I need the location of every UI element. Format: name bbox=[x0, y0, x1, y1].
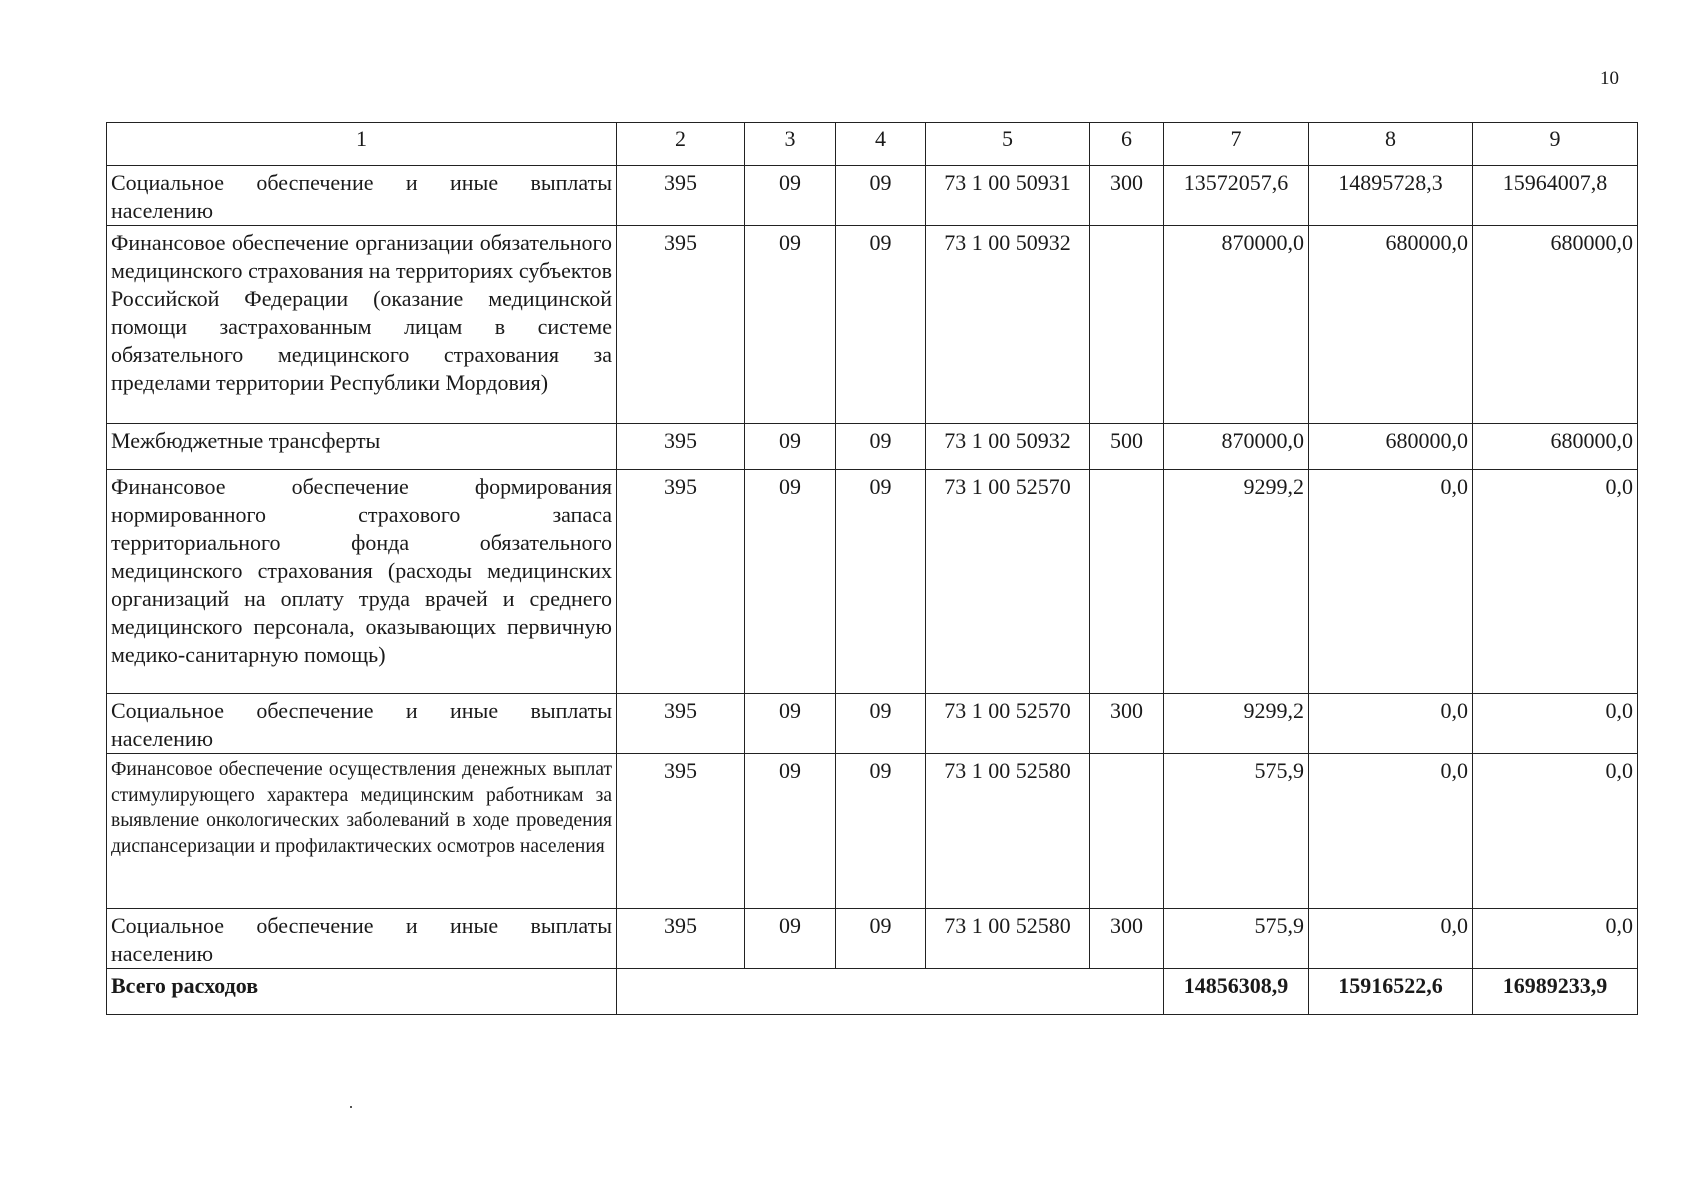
column-header: 8 bbox=[1309, 123, 1473, 166]
table-row bbox=[107, 470, 1638, 694]
page-number: 10 bbox=[1600, 68, 1619, 89]
cell-subsection: 09 bbox=[836, 694, 926, 754]
cell-expense-type: 300 bbox=[1090, 694, 1164, 754]
row-description: Социальное обеспечение и иные выплаты населению bbox=[107, 909, 617, 969]
cell-section: 09 bbox=[745, 424, 836, 470]
cell-subsection: 09 bbox=[836, 754, 926, 909]
cell-section: 09 bbox=[745, 909, 836, 969]
cell-amount-9: 680000,0 bbox=[1473, 424, 1638, 470]
cell-amount-7: 870000,0 bbox=[1164, 226, 1309, 424]
table-row bbox=[107, 226, 1638, 424]
cell-expense-type: 300 bbox=[1090, 909, 1164, 969]
cell-expense-type bbox=[1090, 470, 1164, 694]
cell-amount-8: 14895728,3 bbox=[1309, 166, 1473, 226]
budget-table bbox=[106, 122, 1638, 1015]
cell-subsection: 09 bbox=[836, 226, 926, 424]
table-header-row bbox=[107, 123, 1638, 166]
cell-code: 395 bbox=[617, 424, 745, 470]
cell-amount-9: 0,0 bbox=[1473, 754, 1638, 909]
cell-amount-7: 13572057,6 bbox=[1164, 166, 1309, 226]
cell-amount-8: 0,0 bbox=[1309, 754, 1473, 909]
table-row bbox=[107, 754, 1638, 909]
cell-amount-9: 15964007,8 bbox=[1473, 166, 1638, 226]
column-header: 3 bbox=[745, 123, 836, 166]
column-header: 6 bbox=[1090, 123, 1164, 166]
cell-amount-8: 0,0 bbox=[1309, 694, 1473, 754]
cell-section: 09 bbox=[745, 470, 836, 694]
cell-amount-7: 870000,0 bbox=[1164, 424, 1309, 470]
cell-amount-8: 0,0 bbox=[1309, 909, 1473, 969]
table-total-row bbox=[107, 969, 1638, 1015]
cell-code: 395 bbox=[617, 909, 745, 969]
cell-amount-9: 0,0 bbox=[1473, 470, 1638, 694]
cell-target-article: 73 1 00 52580 bbox=[926, 909, 1090, 969]
column-header: 1 bbox=[107, 123, 617, 166]
row-description: Межбюджетные трансферты bbox=[107, 424, 617, 470]
cell-expense-type bbox=[1090, 754, 1164, 909]
cell-code: 395 bbox=[617, 470, 745, 694]
cell-code: 395 bbox=[617, 694, 745, 754]
cell-subsection: 09 bbox=[836, 470, 926, 694]
cell-target-article: 73 1 00 52570 bbox=[926, 694, 1090, 754]
table-row bbox=[107, 424, 1638, 470]
cell-amount-7: 575,9 bbox=[1164, 909, 1309, 969]
cell-amount-7: 575,9 bbox=[1164, 754, 1309, 909]
cell-target-article: 73 1 00 50932 bbox=[926, 226, 1090, 424]
cell-section: 09 bbox=[745, 226, 836, 424]
total-empty-cell bbox=[617, 969, 1164, 1015]
cell-target-article: 73 1 00 52580 bbox=[926, 754, 1090, 909]
cell-amount-8: 0,0 bbox=[1309, 470, 1473, 694]
cell-section: 09 bbox=[745, 754, 836, 909]
cell-amount-8: 680000,0 bbox=[1309, 226, 1473, 424]
cell-amount-9: 0,0 bbox=[1473, 909, 1638, 969]
row-description: Финансовое обеспечение формирования нормированного страхового запаса территориального фонда обязательного медицинского страхования (расходы медицинских организаций на оплату труда врачей и среднего медицинского персонала, оказывающих первичную медико-санитарную помощь) bbox=[107, 470, 617, 694]
cell-subsection: 09 bbox=[836, 166, 926, 226]
cell-subsection: 09 bbox=[836, 424, 926, 470]
cell-amount-9: 680000,0 bbox=[1473, 226, 1638, 424]
cell-code: 395 bbox=[617, 226, 745, 424]
column-header: 4 bbox=[836, 123, 926, 166]
cell-amount-9: 0,0 bbox=[1473, 694, 1638, 754]
cell-target-article: 73 1 00 52570 bbox=[926, 470, 1090, 694]
cell-amount-7: 9299,2 bbox=[1164, 694, 1309, 754]
scan-speck bbox=[350, 1106, 352, 1108]
cell-target-article: 73 1 00 50932 bbox=[926, 424, 1090, 470]
cell-amount-7: 9299,2 bbox=[1164, 470, 1309, 694]
row-description: Социальное обеспечение и иные выплаты населению bbox=[107, 166, 617, 226]
total-amount-9: 16989233,9 bbox=[1473, 969, 1638, 1015]
total-label: Всего расходов bbox=[107, 969, 617, 1015]
table-row bbox=[107, 694, 1638, 754]
cell-expense-type: 300 bbox=[1090, 166, 1164, 226]
column-header: 7 bbox=[1164, 123, 1309, 166]
cell-section: 09 bbox=[745, 694, 836, 754]
cell-subsection: 09 bbox=[836, 909, 926, 969]
table-row bbox=[107, 166, 1638, 226]
column-header: 5 bbox=[926, 123, 1090, 166]
cell-code: 395 bbox=[617, 166, 745, 226]
cell-expense-type bbox=[1090, 226, 1164, 424]
cell-target-article: 73 1 00 50931 bbox=[926, 166, 1090, 226]
column-header: 2 bbox=[617, 123, 745, 166]
table-row bbox=[107, 909, 1638, 969]
cell-expense-type: 500 bbox=[1090, 424, 1164, 470]
row-description: Финансовое обеспечение осуществления денежных выплат стимулирующего характера медицинским работникам за выявление онкологических заболеваний в ходе проведения диспансеризации и профилактических осмотров населения bbox=[107, 754, 617, 909]
column-header: 9 bbox=[1473, 123, 1638, 166]
row-description: Финансовое обеспечение организации обязательного медицинского страхования на территориях субъектов Российской Федерации (оказание медицинской помощи застрахованным лицам в системе обязательного медицинского страхования за пределами территории Республики Мордовия) bbox=[107, 226, 617, 424]
cell-code: 395 bbox=[617, 754, 745, 909]
cell-amount-8: 680000,0 bbox=[1309, 424, 1473, 470]
total-amount-7: 14856308,9 bbox=[1164, 969, 1309, 1015]
total-amount-8: 15916522,6 bbox=[1309, 969, 1473, 1015]
row-description: Социальное обеспечение и иные выплаты населению bbox=[107, 694, 617, 754]
cell-section: 09 bbox=[745, 166, 836, 226]
